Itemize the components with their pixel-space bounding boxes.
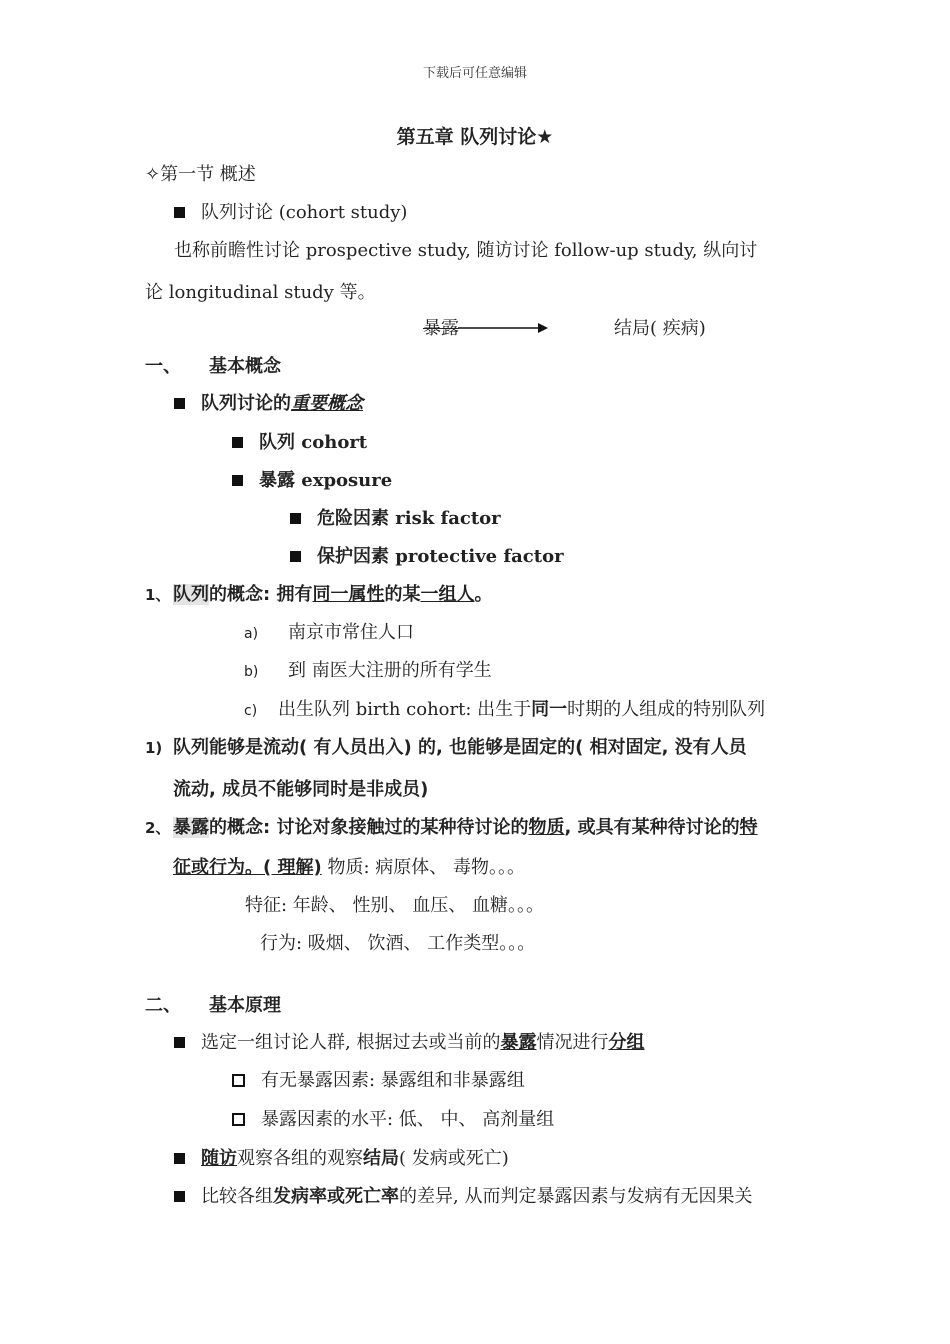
bullet-risk-factor — [290, 508, 501, 530]
principle-item — [174, 1148, 509, 1170]
bullet-text: 队列讨论的 — [201, 393, 291, 414]
keyword: 暴露 — [500, 1032, 537, 1053]
bullet-text: 危险因素 risk factor — [317, 508, 501, 529]
text: 的概念: 讨论对象接触过的某种待讨论的 — [209, 817, 529, 838]
square-bullet-icon — [174, 1191, 185, 1202]
example-item — [244, 660, 492, 682]
keyword: 特 — [739, 817, 758, 838]
heading-text: 基本原理 — [209, 995, 281, 1016]
square-bullet-icon — [174, 1037, 185, 1048]
keyword: 结局 — [363, 1148, 399, 1169]
definition-cohort — [145, 584, 492, 606]
square-bullet-icon — [232, 475, 243, 486]
text: 观察各组的观察 — [237, 1148, 363, 1169]
example-text: 南京市常住人口 — [288, 622, 414, 643]
bullet-cohort-study — [174, 202, 407, 224]
square-bullet-icon — [290, 551, 301, 562]
keyword: 队列 — [173, 584, 209, 605]
example-label: c) — [244, 703, 258, 719]
note-line — [145, 737, 747, 759]
arrow-right-icon — [458, 318, 550, 338]
text: 比较各组 — [201, 1186, 273, 1207]
text: , 或具有某种待讨论的 — [564, 817, 740, 838]
section-heading: ✧第一节 概述 — [145, 164, 256, 185]
keyword: 分组 — [608, 1032, 645, 1053]
example-text: 时期的人组成的特别队列 — [567, 699, 766, 720]
square-bullet-icon — [174, 1153, 185, 1164]
square-bullet-icon — [232, 437, 243, 448]
example-text: 出生队列 birth cohort: 出生于 — [278, 699, 532, 720]
item-number: 1) — [145, 739, 163, 757]
emphasis-text: 重要概念 — [291, 393, 363, 414]
exposure-features: 特征: 年龄、 性别、 血压、 血糖。。。 — [245, 895, 544, 916]
keyword: 发病率或死亡率 — [273, 1186, 399, 1207]
text: 选定一组讨论人群, 根据过去或当前的 — [201, 1032, 501, 1053]
page-header-note: 下载后可任意编辑 — [422, 66, 527, 81]
example-item — [244, 622, 414, 644]
bullet-protective-factor — [290, 546, 564, 568]
hollow-square-bullet-icon — [232, 1113, 245, 1126]
heading-text: 基本概念 — [209, 356, 281, 377]
flow-exposure-label: 暴露 — [423, 318, 459, 339]
text: 物质: 病原体、 毒物。。。 — [321, 857, 525, 878]
note-line: 流动, 成员不能够同时是非成员) — [173, 779, 429, 800]
heading-number: 一、 — [145, 356, 181, 377]
definition-exposure-line2 — [173, 857, 525, 879]
bullet-exposure — [232, 470, 392, 492]
keyword: 随访 — [201, 1148, 237, 1169]
square-bullet-icon — [174, 398, 185, 409]
example-label: b) — [244, 664, 259, 680]
flow-outcome: 结局( 疾病) — [614, 318, 706, 339]
square-bullet-icon — [174, 207, 185, 218]
example-text-bold: 同一 — [531, 699, 568, 720]
bullet-text: 队列讨论 (cohort study) — [201, 202, 408, 223]
item-number: 1、 — [145, 586, 171, 604]
heading-number: 二、 — [145, 995, 181, 1016]
hollow-square-bullet-icon — [232, 1074, 245, 1087]
principle-subitem — [232, 1109, 554, 1131]
keyword: 物质 — [528, 817, 565, 838]
text: 的某 — [384, 584, 421, 605]
principle-item — [174, 1186, 752, 1208]
text: 。 — [474, 584, 493, 605]
chapter-title: 第五章 队列讨论★ — [396, 126, 554, 148]
definition-exposure — [145, 817, 758, 839]
bullet-text: 队列 cohort — [259, 432, 368, 453]
square-bullet-icon — [290, 513, 301, 524]
text: ( 发病或死亡) — [399, 1148, 509, 1169]
bullet-cohort — [232, 432, 367, 454]
keyword: 暴露 — [173, 817, 209, 838]
text: 情况进行 — [536, 1032, 609, 1053]
keyword: 一组人 — [420, 584, 475, 605]
paragraph-line: 也称前瞻性讨论 prospective study, 随访讨论 follow-up study, 纵向讨 — [174, 240, 758, 261]
note-text: 队列能够是流动( 有人员出入) 的, 也能够是固定的( 相对固定, 没有人员 — [173, 737, 747, 758]
heading-basic-concepts — [145, 356, 281, 378]
text: 暴露因素的水平: 低、 中、 高剂量组 — [261, 1109, 555, 1130]
bullet-text: 暴露 exposure — [259, 470, 393, 491]
exposure-behaviors: 行为: 吸烟、 饮酒、 工作类型。。。 — [260, 933, 536, 954]
bullet-text: 保护因素 protective factor — [317, 546, 564, 567]
text: 的概念: 拥有 — [209, 584, 313, 605]
example-label: a) — [244, 626, 259, 642]
flow-exposure — [423, 318, 459, 340]
principle-item — [174, 1032, 644, 1054]
text: 的差异, 从而判定暴露因素与发病有无因果关 — [399, 1186, 753, 1207]
example-item — [244, 699, 765, 721]
principle-subitem — [232, 1070, 525, 1092]
example-text: 到 南医大注册的所有学生 — [288, 660, 492, 681]
item-number: 2、 — [145, 819, 171, 837]
heading-basic-principles — [145, 995, 281, 1017]
bullet-important-concepts — [174, 393, 363, 415]
keyword: 同一属性 — [312, 584, 385, 605]
keyword: 征或行为。( 理解) — [173, 857, 322, 878]
paragraph-line: 论 longitudinal study 等。 — [145, 282, 376, 303]
text: 有无暴露因素: 暴露组和非暴露组 — [261, 1070, 525, 1091]
